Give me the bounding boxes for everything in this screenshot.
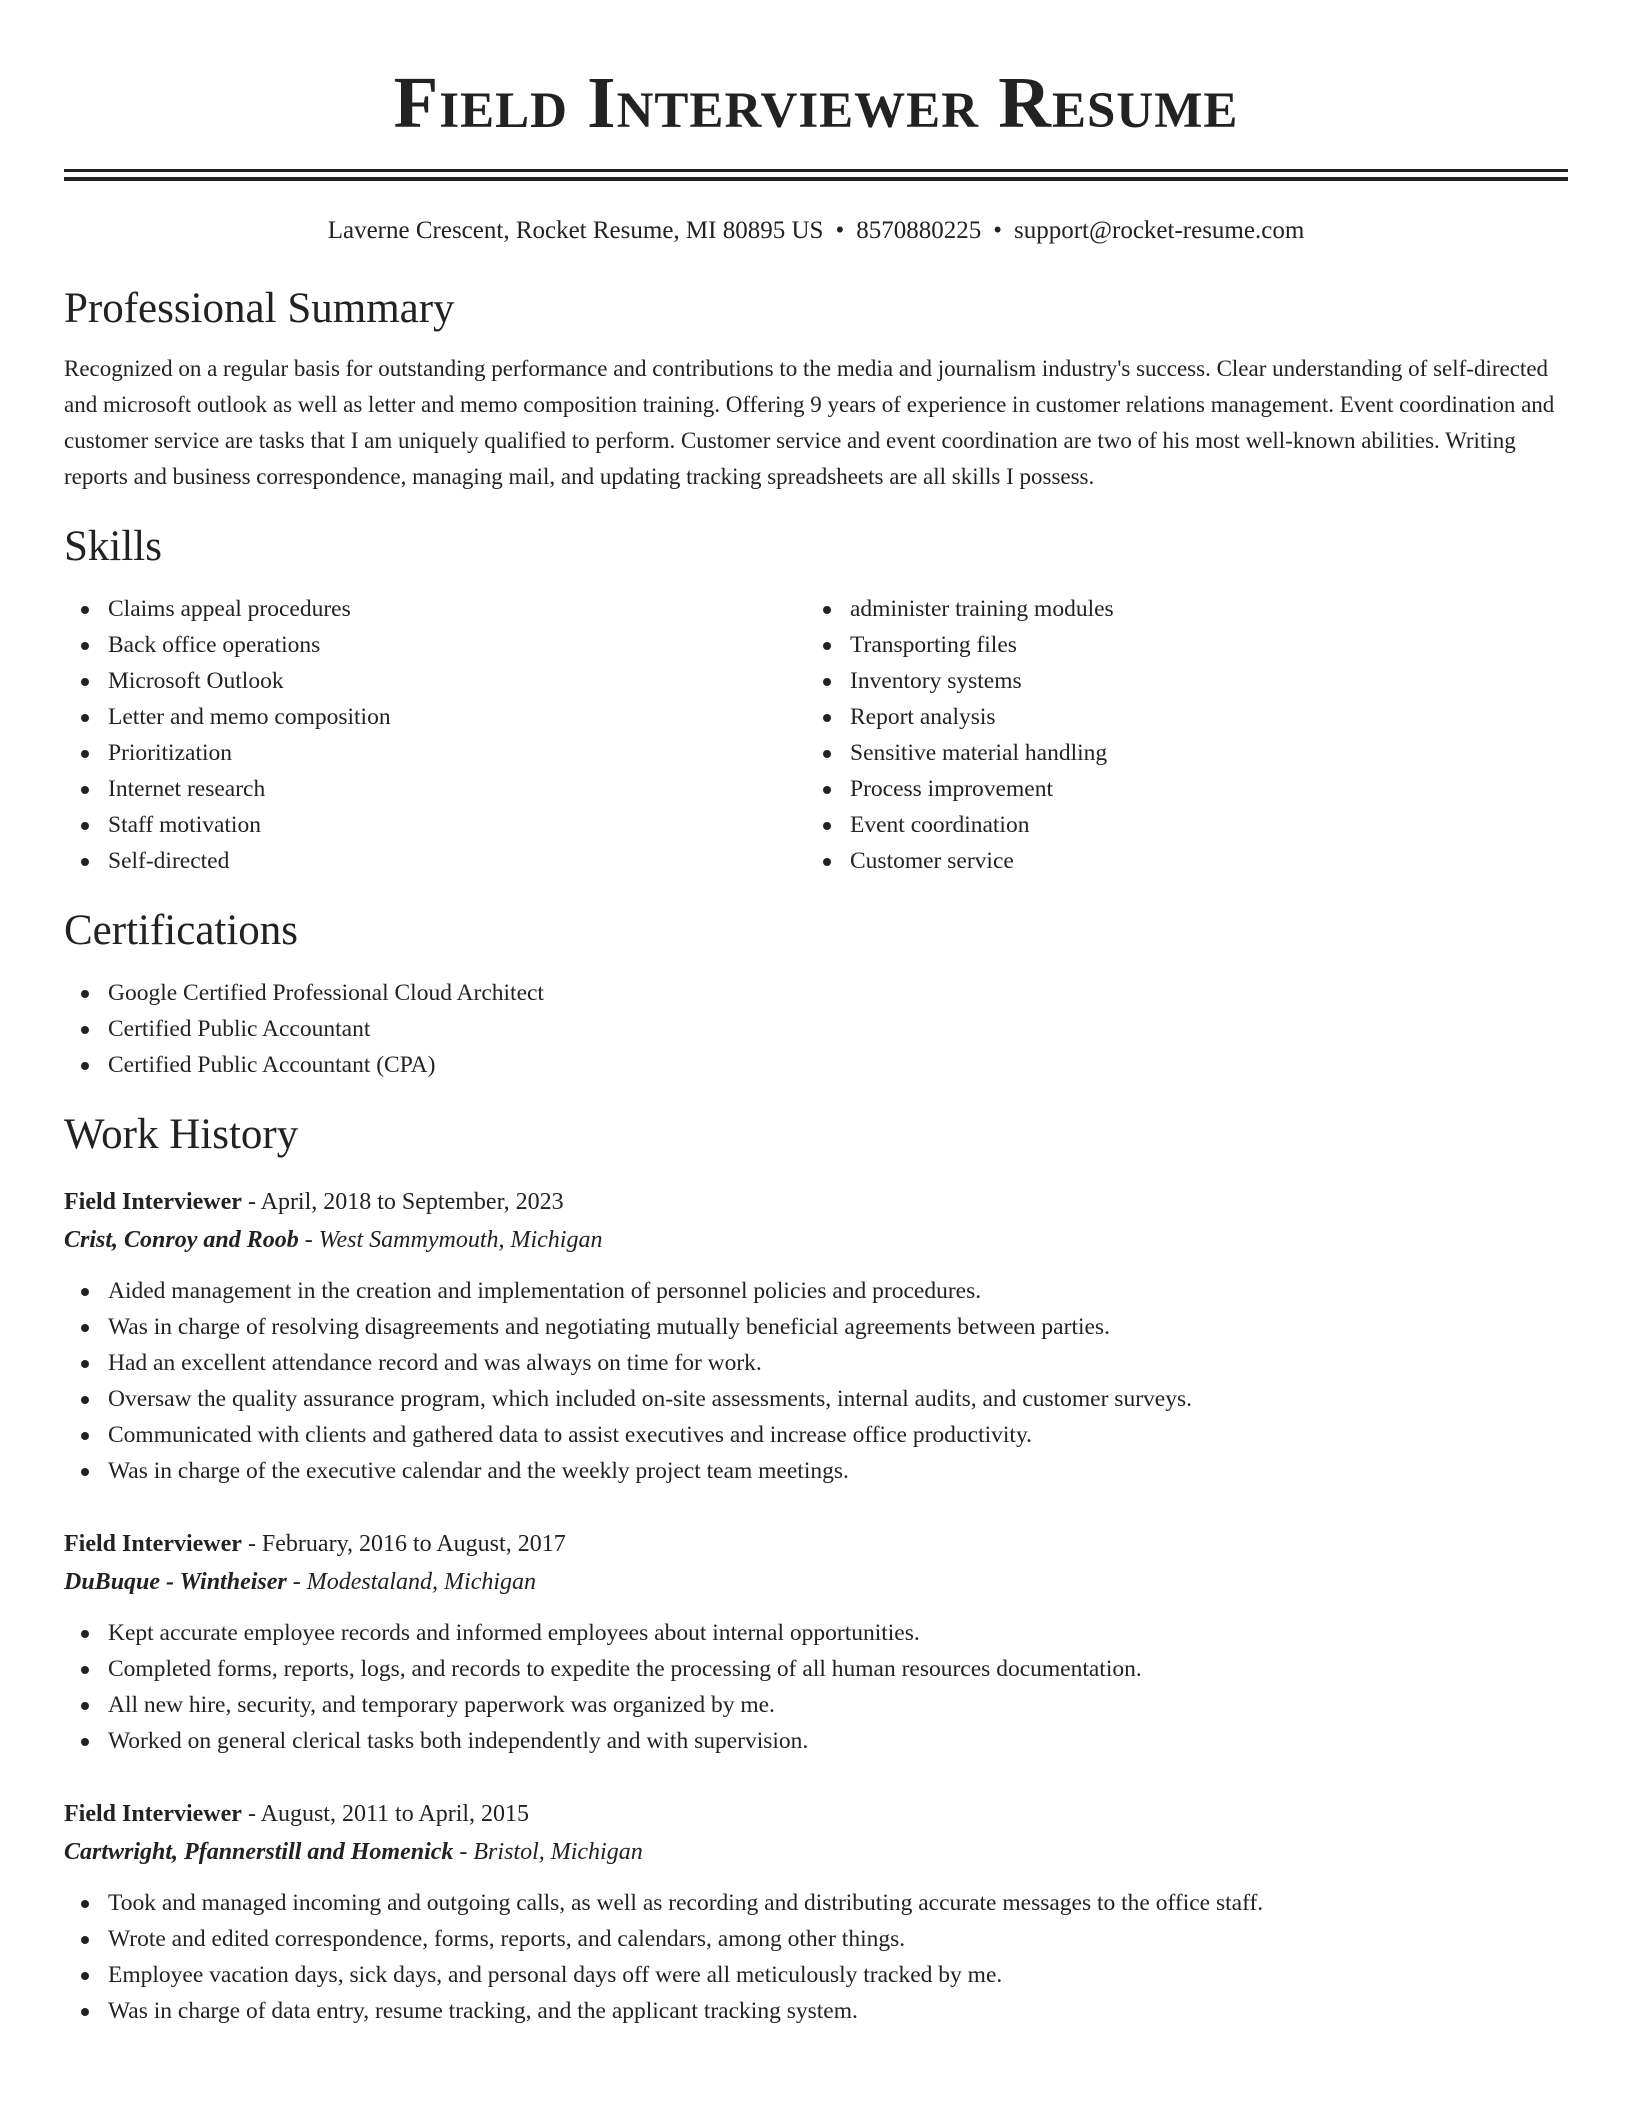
skill-item: Transporting files: [806, 627, 1548, 663]
job-entry: [64, 1525, 1568, 1759]
job-duty: Oversaw the quality assurance program, which included on-site assessments, internal audits, and customer surveys.: [64, 1381, 1568, 1417]
job-role: Field Interviewer: [64, 1801, 242, 1827]
contact-separator: •: [835, 217, 845, 244]
skill-item: Microsoft Outlook: [64, 663, 806, 699]
job-duties-list: [64, 1615, 1568, 1759]
job-duty: All new hire, security, and temporary paperwork was organized by me.: [64, 1687, 1568, 1723]
certification-item: Google Certified Professional Cloud Architect: [64, 975, 1568, 1011]
certifications-heading: Certifications: [64, 907, 299, 954]
title-double-rule: [64, 169, 1568, 181]
job-dates: - February, 2016 to August, 2017: [241, 1531, 566, 1557]
job-duty: Was in charge of data entry, resume tracking, and the applicant tracking system.: [64, 1993, 1568, 2029]
job-company: Crist, Conroy and Roob: [64, 1227, 299, 1253]
job-duties-list: [64, 1885, 1568, 2029]
skill-item: Sensitive material handling: [806, 735, 1548, 771]
resume-page: [64, 0, 1568, 2029]
job-duty: Had an excellent attendance record and was always on time for work.: [64, 1345, 1568, 1381]
job-duty: Aided management in the creation and implementation of personnel policies and procedures.: [64, 1273, 1568, 1309]
job-header: [64, 1183, 1568, 1221]
certifications-list: [64, 975, 1568, 1083]
job-duty: Employee vacation days, sick days, and personal days off were all meticulously tracked by me.: [64, 1957, 1568, 1993]
skill-item: Self-directed: [64, 843, 806, 879]
job-duties-list: [64, 1273, 1568, 1489]
job-location: - Modestaland, Michigan: [286, 1569, 537, 1595]
skills-list-right: [806, 591, 1548, 879]
certification-item: Certified Public Accountant (CPA): [64, 1047, 1568, 1083]
contact-line: [64, 215, 1568, 247]
summary-heading: Professional Summary: [64, 285, 455, 332]
skills-heading: Skills: [64, 523, 162, 570]
skill-item: Inventory systems: [806, 663, 1548, 699]
skill-item: Internet research: [64, 771, 806, 807]
contact-address: Laverne Crescent, Rocket Resume, MI 80895 US: [327, 217, 824, 244]
skill-item: administer training modules: [806, 591, 1548, 627]
job-employer: [64, 1833, 1568, 1871]
summary-text: Recognized on a regular basis for outstanding performance and contributions to the media and journalism industry's success. Clear understanding of self-directed and microsoft outlook as well as letter and memo composition training. Offering 9 years of experience in customer relations management. Event coordination and customer service are tasks that I am uniquely qualified to perform. Customer service and event coordination are two of his most well-known abilities. Writing reports and business correspondence, managing mail, and updating tracking spreadsheets are all skills I possess.: [64, 356, 1555, 489]
resume-title: Field Interviewer Resume: [393, 62, 1239, 143]
skills-columns: [64, 591, 1568, 879]
job-entry: [64, 1183, 1568, 1489]
job-duty: Was in charge of resolving disagreements and negotiating mutually beneficial agreements between parties.: [64, 1309, 1568, 1345]
contact-separator: •: [993, 217, 1002, 244]
job-duty: Took and managed incoming and outgoing calls, as well as recording and distributing accurate messages to the office staff.: [64, 1885, 1568, 1921]
job-duty: Completed forms, reports, logs, and records to expedite the processing of all human resources documentation.: [64, 1651, 1568, 1687]
job-role: Field Interviewer: [64, 1189, 242, 1215]
job-location: - Bristol, Michigan: [453, 1839, 643, 1865]
skill-item: Process improvement: [806, 771, 1548, 807]
job-company: DuBuque - Wintheiser: [64, 1569, 287, 1595]
certification-item: Certified Public Accountant: [64, 1011, 1568, 1047]
skill-item: Event coordination: [806, 807, 1548, 843]
contact-email[interactable]: support@rocket-resume.com: [1013, 217, 1305, 244]
job-employer: [64, 1221, 1568, 1259]
skill-item: Staff motivation: [64, 807, 806, 843]
job-entry: [64, 1795, 1568, 2029]
skill-item: Prioritization: [64, 735, 806, 771]
job-role: Field Interviewer: [64, 1531, 242, 1557]
skill-item: Report analysis: [806, 699, 1548, 735]
skill-item: Back office operations: [64, 627, 806, 663]
job-duty: Wrote and edited correspondence, forms, reports, and calendars, among other things.: [64, 1921, 1568, 1957]
job-duty: Kept accurate employee records and informed employees about internal opportunities.: [64, 1615, 1568, 1651]
work-history-heading: Work History: [64, 1111, 299, 1158]
job-employer: [64, 1563, 1568, 1601]
job-duty: Was in charge of the executive calendar and the weekly project team meetings.: [64, 1453, 1568, 1489]
job-header: [64, 1525, 1568, 1563]
skill-item: Claims appeal procedures: [64, 591, 806, 627]
job-duty: Worked on general clerical tasks both independently and with supervision.: [64, 1723, 1568, 1759]
job-header: [64, 1795, 1568, 1833]
job-dates: - August, 2011 to April, 2015: [241, 1801, 530, 1827]
contact-phone: 8570880225: [856, 217, 982, 244]
job-dates: - April, 2018 to September, 2023: [241, 1189, 564, 1215]
skill-item: Customer service: [806, 843, 1548, 879]
job-duty: Communicated with clients and gathered data to assist executives and increase office productivity.: [64, 1417, 1568, 1453]
skills-list-left: [64, 591, 806, 879]
skill-item: Letter and memo composition: [64, 699, 806, 735]
job-company: Cartwright, Pfannerstill and Homenick: [64, 1839, 454, 1865]
job-location: - West Sammymouth, Michigan: [298, 1227, 603, 1253]
